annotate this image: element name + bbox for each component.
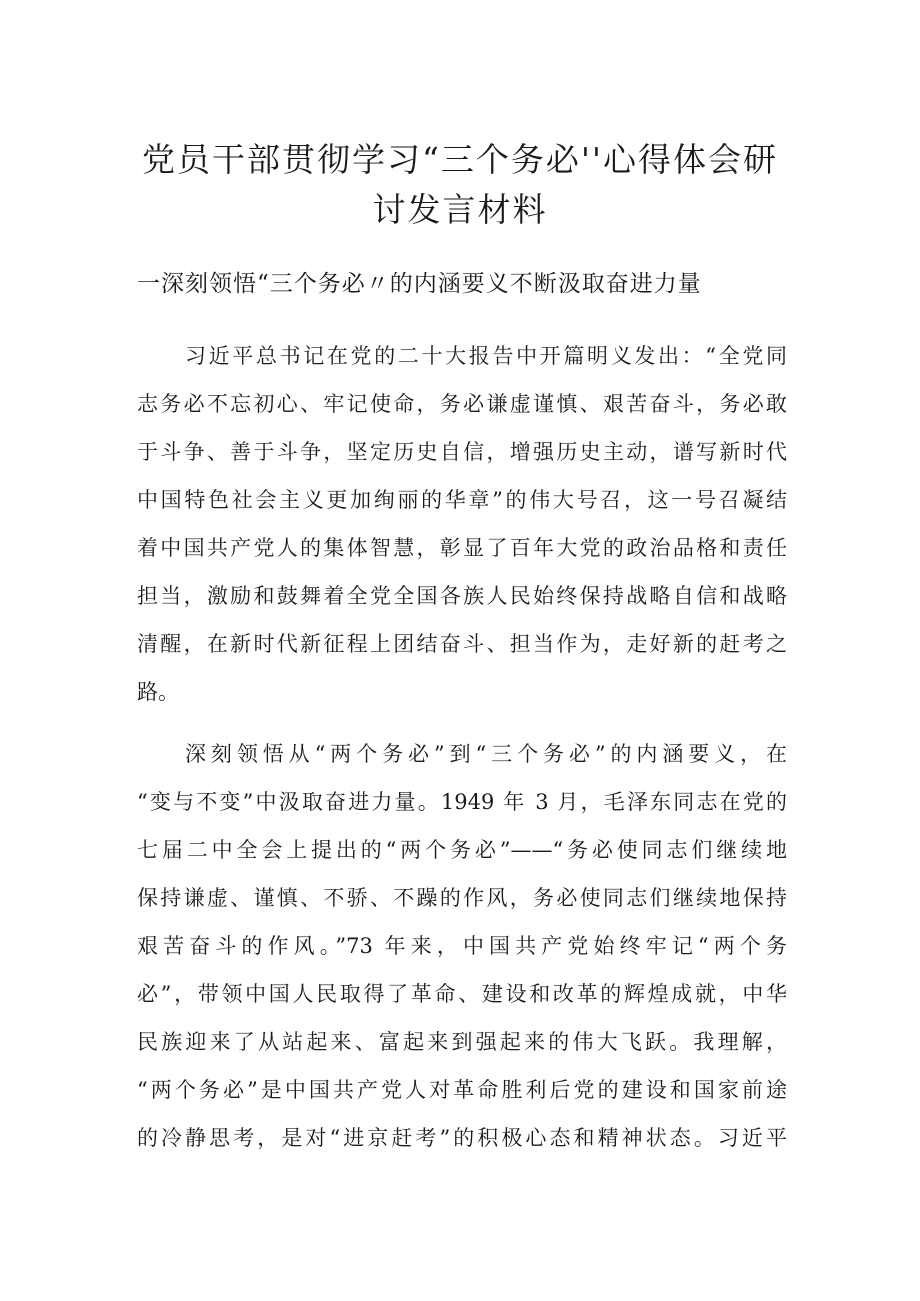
paragraph-1-line: 清醒，在新时代新征程上团结奋斗、担当作为，走好新的赶考之 <box>137 632 787 656</box>
paragraph-2-line: 深刻领悟从“两个务必”到“三个务必”的内涵要义，在 <box>185 742 787 766</box>
paragraph-2-line: 七届二中全会上提出的“两个务必”——“务必使同志们继续地 <box>137 838 787 862</box>
paragraph-2-line: 必”，带领中国人民取得了革命、建设和改革的辉煌成就，中华 <box>137 982 787 1006</box>
paragraph-1-line: 中国特色社会主义更加绚丽的华章”的伟大号召，这一号召凝结 <box>137 488 787 512</box>
paragraph-2-line: “两个务必”是中国共产党人对革命胜利后党的建设和国家前途 <box>137 1078 787 1102</box>
paragraph-1-line: 路。 <box>137 680 179 704</box>
paragraph-2-line: “变与不变”中汲取奋进力量。1949 年 3 月，毛泽东同志在党的 <box>137 790 787 814</box>
paragraph-1-line: 志务必不忘初心、牢记使命，务必谦虚谨慎、艰苦奋斗，务必敢 <box>137 392 787 416</box>
paragraph-1-line: 习近平总书记在党的二十大报告中开篇明义发出：“全党同 <box>185 344 787 368</box>
paragraph-2-line: 的冷静思考，是对“进京赶考”的积极心态和精神状态。习近平 <box>137 1126 787 1150</box>
paragraph-2-line: 保持谦虚、谨慎、不骄、不躁的作风，务必使同志们继续地保持 <box>137 886 787 910</box>
document-title-line-2: 讨发言材料 <box>372 190 548 229</box>
document-title-line-1: 党员干部贯彻学习“三个务必''心得体会研 <box>141 140 778 179</box>
paragraph-2-line: 民族迎来了从站起来、富起来到强起来的伟大飞跃。我理解， <box>137 1030 787 1054</box>
paragraph-1-line: 于斗争、善于斗争，坚定历史自信，增强历史主动，谱写新时代 <box>137 440 787 464</box>
section-heading: 一深刻领悟“三个务必〃的内涵要义不断汲取奋进力量 <box>137 271 702 297</box>
paragraph-2-line: 艰苦奋斗的作风。”73 年来，中国共产党始终牢记“两个务 <box>137 934 787 958</box>
paragraph-1-line: 着中国共产党人的集体智慧，彰显了百年大党的政治品格和责任 <box>137 536 787 560</box>
paragraph-1-line: 担当，激励和鼓舞着全党全国各族人民始终保持战略自信和战略 <box>137 584 787 608</box>
